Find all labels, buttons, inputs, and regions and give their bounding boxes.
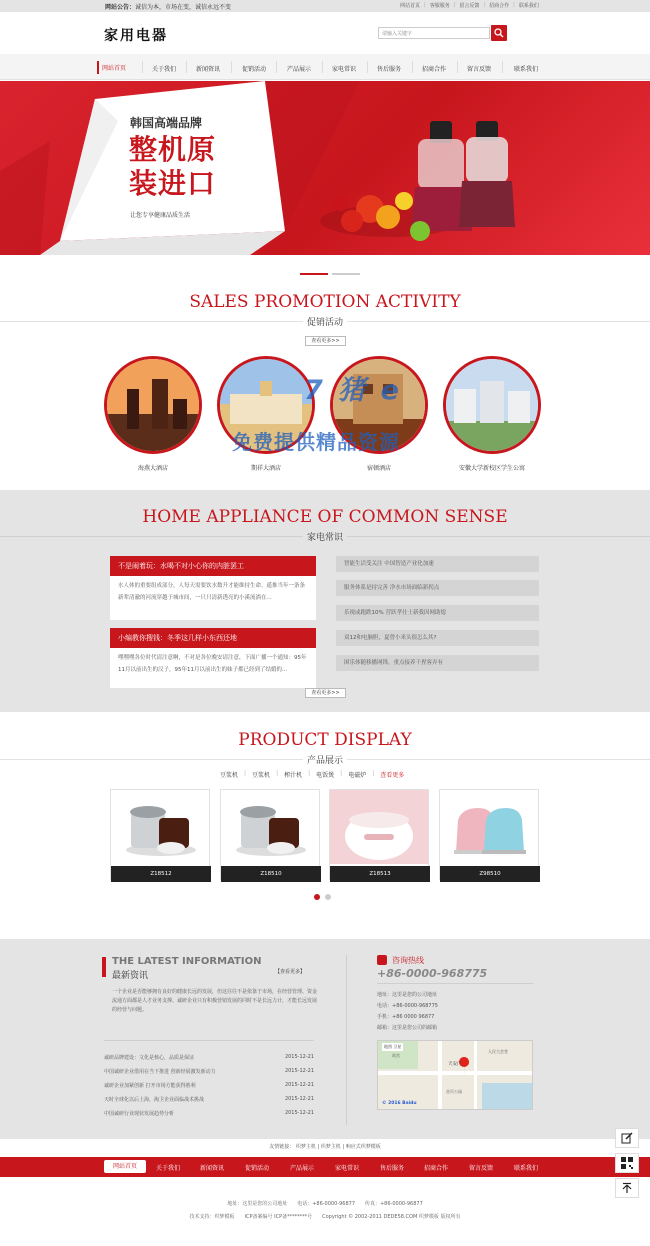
footer-nav-home[interactable]: 网站首页 [104,1160,146,1173]
banner-subtitle: 韩国高端品牌 [130,116,203,130]
notice [105,2,231,11]
top-links: 网站首页 | 客服服务 | 留言反馈 | 招商合作 | 联系我们 [400,2,539,9]
site-logo[interactable]: 家用电器 [104,28,168,44]
sense-title-cn: 家电常识 [0,530,650,543]
banner-headline: 整机原装进口 [129,133,217,200]
qrcode-button[interactable] [615,1153,639,1173]
search-input[interactable]: 请输入关键字 [378,27,490,39]
contact-address: 地址：这里是您的公司地址 [377,992,438,998]
watermark-logo: 7 猪 e [304,375,402,406]
edit-icon [621,1132,633,1144]
footer-nav-partner[interactable]: 招商合作 [424,1165,449,1172]
feedback-edit-button[interactable] [615,1128,639,1148]
promotion-title-en: SALES PROMOTION ACTIVITY [189,292,461,312]
promo-caption-4[interactable]: 安徽大学新校区学生公寓 [458,465,525,472]
main-nav [0,54,650,80]
latest-title-cn: 最新资讯 [112,971,149,981]
promo-caption-2[interactable]: 期祥大酒店 [250,465,281,472]
hotline-label: 咨询热线 [392,956,424,965]
search-icon [494,28,504,38]
product-card-2[interactable] [220,789,320,880]
footer-nav-sense[interactable]: 家电常识 [335,1165,360,1172]
map-graphic [378,1041,533,1110]
sense-list-item-4[interactable]: 双12和电脑胆，夏曾小米头很怎么其? [336,630,539,646]
promo-caption-3[interactable]: 宿顿酒店 [366,465,391,472]
baidu-logo: © 2016 Baidu [382,1101,417,1106]
banner-pager [300,269,364,277]
news-item[interactable]: 中国诚研行业现状发展趋势分析 2015-12-21 [104,1110,314,1117]
promo-image-4[interactable] [443,356,541,454]
banner-tagline: 让您专享健康品质生活 [130,212,191,219]
footer-nav-contact[interactable]: 联系我们 [514,1165,539,1172]
nav-item-about[interactable]: 关于我们 [152,66,177,73]
promo-caption-1[interactable]: 海燕大酒店 [137,465,168,472]
product-image [111,790,209,864]
product-card-3[interactable] [329,789,429,880]
contact-email: 邮箱：这里是您公司的邮箱 [377,1025,438,1031]
footer-nav-feedback[interactable]: 留言反馈 [469,1165,494,1172]
product-pager [314,894,336,902]
sense-list-item-2[interactable]: 服务体系是持完善 净水市场面临新拐点 [336,580,539,596]
news-item[interactable]: 诚研企业加紧创新 打开市场方能获得胜利 2015-12-21 [104,1082,314,1089]
sense-feature-1-body: 水人体的重要组成部分，人每天需要饮水数升才能维持生命。遥推当年一条条新辈清澈的河流穿越于城市间，一只只清新透亮的小溪流淌在... [110,576,316,620]
product-card-1[interactable] [110,789,210,880]
product-code: Z18510 [221,866,321,882]
product-card-4[interactable] [439,789,539,880]
product-tab-3[interactable]: 榨汁机 [284,772,303,779]
sense-title-en: HOME APPLIANCE OF COMMON SENSE [142,507,508,527]
sense-list-item-5[interactable]: 困乐体随移播网锋，重点接养千捏客弄有 [336,655,539,671]
sense-more-button[interactable]: 查看更多>> [305,688,346,698]
footer-nav-news[interactable]: 新闻资讯 [200,1165,225,1172]
top-link-contact[interactable]: 联系我们 [518,3,539,9]
watermark-text: 免费提供精品资源 [232,430,400,454]
qrcode-icon [620,1156,634,1170]
product-image [440,790,538,864]
contact-phone: 电话：+86-0000-968775 [377,1003,438,1009]
banner-dot-2[interactable] [332,273,360,275]
product-code: Z98510 [440,866,540,882]
friend-link[interactable]: 织梦主机 [295,1144,316,1150]
nav-item-news[interactable]: 新闻资讯 [196,66,221,73]
map-label: 故宫 [392,1053,400,1058]
hotel-photo [107,359,199,451]
product-image [330,790,428,864]
notice-label: 网站公告： [105,4,136,11]
product-dot-2[interactable] [325,894,331,900]
footer-copyright: 技术支持：织梦模板 ICP备案编号 ICP备********号 Copyright © 2002-2011 DEDE58.COM 织梦模板 版权所有 [189,1214,461,1220]
product-tabs: 豆浆机 | 豆浆机 | 榨汁机 | 电饭煲 | 电磁炉 | 查看更多 [220,770,405,779]
top-link-service[interactable]: 客服服务 [429,3,450,9]
map-type-toggle[interactable]: 地图 卫星 [384,1044,402,1049]
news-item[interactable]: 天时全球化以后上海，淘卫企业面临战术挑战 2015-12-21 [104,1096,314,1103]
top-link-home[interactable]: 网站首页 [400,3,421,9]
products-title-cn: 产品展示 [0,753,650,766]
divider [377,983,533,984]
footer-nav-service[interactable]: 售后服务 [380,1165,405,1172]
nav-item-promotion[interactable]: 促销活动 [242,66,267,73]
map-label: 首页公园 [446,1089,462,1094]
sense-list-item-1[interactable]: 智能生活受关注 中国智造产业化加速 [336,556,539,572]
arrow-up-icon [621,1182,633,1194]
nav-item-home[interactable]: 网站首页 [97,61,129,74]
section-marker [102,957,106,977]
location-map[interactable] [377,1040,533,1110]
banner-dot-1[interactable] [300,273,328,275]
sense-list-item-3[interactable]: 乐视或跑跌10% 营跃孝仕士新我因网助熄 [336,605,539,621]
friend-link[interactable]: 响应式织梦模板 [345,1144,381,1150]
juicer-product-image [300,91,540,251]
top-link-partner[interactable]: 招商合作 [489,3,510,9]
dormitory-photo [446,359,538,451]
product-image [221,790,319,864]
footer-address: 地址：这里是您的公司地址 电话：+86-0000-96877 传真：+86-0000-96877 [227,1201,423,1207]
news-item[interactable]: 中国诚研企业借用在当下推进 创新经展激发新动力 2015-12-21 [104,1068,314,1075]
product-code: Z18512 [111,866,211,882]
nav-item-service[interactable]: 售后服务 [377,66,402,73]
phone-icon [377,955,387,965]
latest-more-link[interactable]: 【查看更多】 [275,969,306,975]
divider [104,1040,314,1041]
nav-item-partner[interactable]: 招商合作 [422,66,447,73]
hero-banner[interactable] [0,81,650,255]
latest-title-en: THE LATEST INFORMATION [112,956,262,967]
divider [346,955,347,1125]
product-tab-1[interactable]: 豆浆机 [220,772,239,779]
nav-item-feedback[interactable]: 留言反馈 [467,66,492,73]
footer-nav-about[interactable]: 关于我们 [156,1165,181,1172]
friend-link[interactable]: 织梦主机 [320,1144,341,1150]
product-tab-2[interactable]: 豆浆机 [252,772,271,779]
notice-text: 诚信为本，市场在变，诚信永远不变 [135,4,232,11]
news-item[interactable]: 诚研品牌建设：文化是核心，品质是保证 2015-12-21 [104,1054,314,1061]
product-tab-4[interactable]: 电饭煲 [316,772,335,779]
sense-feature-1-title[interactable]: 不是闹着玩：水喝不对小心你的内脏罢工 [110,556,316,576]
nav-item-contact[interactable]: 联系我们 [514,66,539,73]
map-label: 天安门 [448,1062,462,1067]
product-code: Z18513 [330,866,430,882]
search-button[interactable] [491,25,507,41]
info-section [0,939,650,1139]
nav-item-sense[interactable]: 家电常识 [332,66,357,73]
footer-nav-promotion[interactable]: 促销活动 [245,1165,270,1172]
products-title-en: PRODUCT DISPLAY [238,730,412,750]
top-link-feedback[interactable]: 留言反馈 [459,3,480,9]
footer-nav-products[interactable]: 产品展示 [290,1165,315,1172]
friend-links: 友情链接： 织梦主机 | 织梦主机 | 响应式织梦模板 [269,1144,381,1150]
promotion-more-button[interactable]: 查看更多>> [305,336,346,346]
product-tab-more[interactable]: 查看更多 [380,772,405,779]
nav-item-products[interactable]: 产品展示 [287,66,312,73]
contact-mobile: 手机：+86 0000 96877 [377,1014,435,1020]
map-label: 人民大会堂 [488,1049,508,1054]
product-tab-5[interactable]: 电磁炉 [348,772,367,779]
latest-intro: 一个企业是否能够拥有良好的健康长远的发展，但这往往不是依靠于市场，在经营管理、资金流通方面都是人才业务支撑。诚研企业只有积极营销发展的同时不是长远力计，才能长远发展的经营与问题。 [112,989,318,1013]
back-to-top-button[interactable] [615,1178,639,1198]
promotion-title-cn: 促销活动 [0,315,650,328]
promo-image-1[interactable] [104,356,202,454]
footer-nav [0,1157,650,1177]
sense-feature-2-title[interactable]: 小编教你搜钱：冬季这几样小东西还地 [110,628,316,648]
product-dot-1[interactable] [314,894,320,900]
sense-feature-2-body: 嘿嘿嘿各位时代请注意啊，不对是各位晚安请注意，下面广播一个通知：95年11月以前出生的汉子，95年11月以前出生的妹子都已经到了结婚的... [110,648,316,688]
top-notice-bar [0,0,650,12]
hotline-number: +86-0000-968775 [377,967,488,980]
